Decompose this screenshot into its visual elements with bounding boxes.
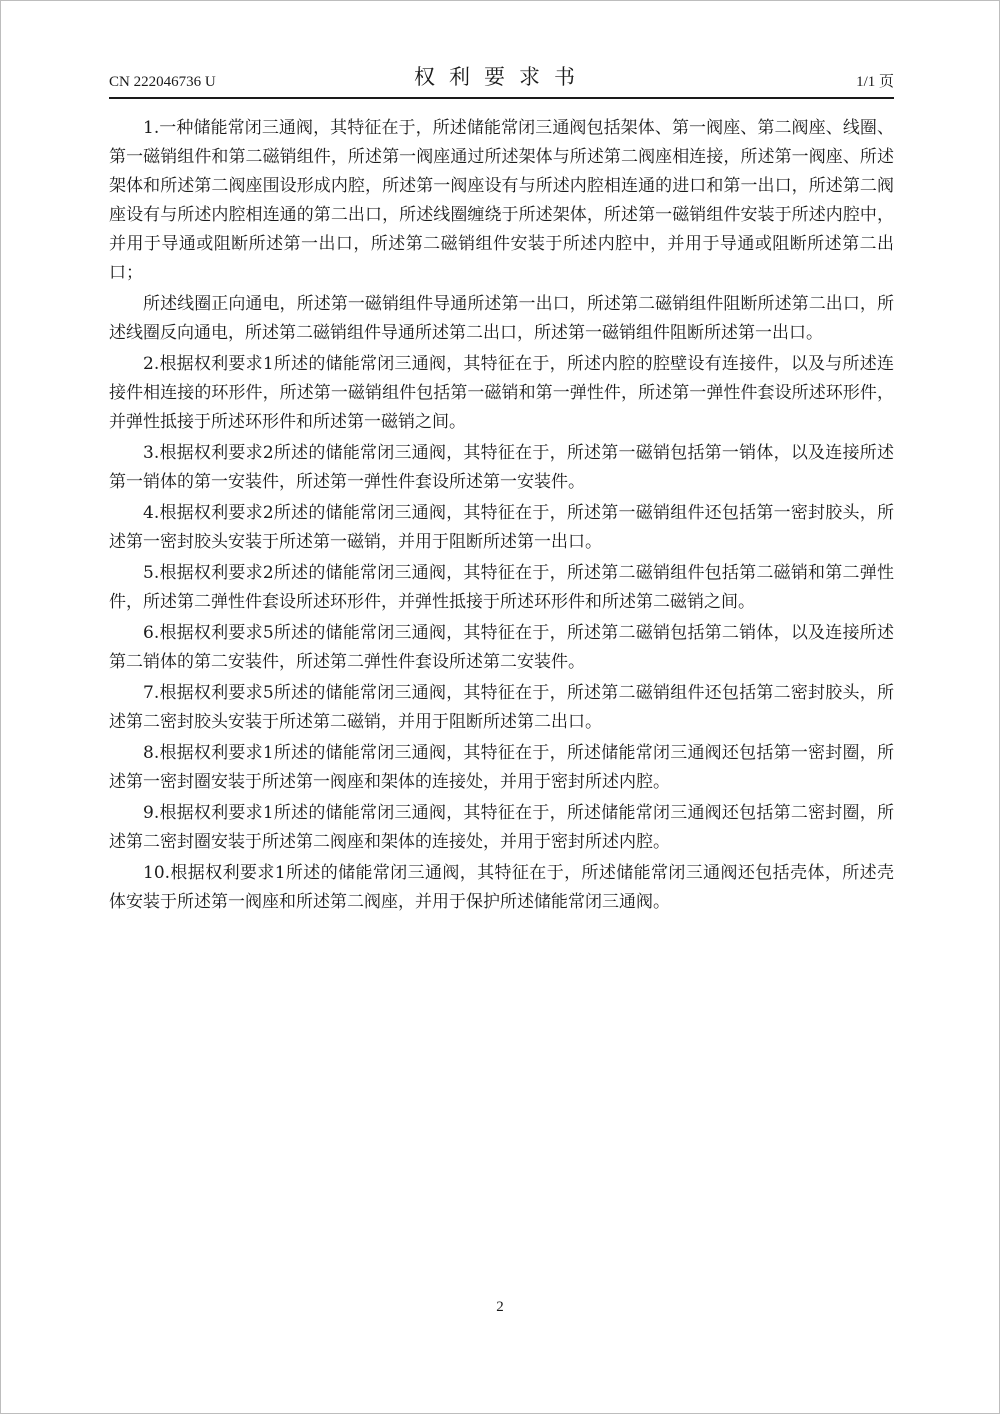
- claim-paragraph: 3.根据权利要求2所述的储能常闭三通阀，其特征在于，所述第一磁销包括第一销体，以及连接所述第一销体的第一安装件，所述第一弹性件套设所述第一安装件。: [109, 443, 894, 492]
- claim-paragraph: 4.根据权利要求2所述的储能常闭三通阀，其特征在于，所述第一磁销组件还包括第一密封胶头，所述第一密封胶头安装于所述第一磁销，并用于阻断所述第一出口。: [109, 503, 894, 552]
- claim-paragraph: 所述线圈正向通电，所述第一磁销组件导通所述第一出口，所述第二磁销组件阻断所述第二出口，所述线圈反向通电，所述第二磁销组件导通所述第二出口，所述第一磁销组件阻断所述第一出口。: [109, 294, 894, 343]
- claim-paragraph: 5.根据权利要求2所述的储能常闭三通阀，其特征在于，所述第二磁销组件包括第二磁销和第二弹性件，所述第二弹性件套设所述环形件，并弹性抵接于所述环形件和所述第二磁销之间。: [109, 563, 894, 612]
- page-header: [109, 57, 894, 99]
- claims-body: [109, 114, 894, 919]
- claim-paragraph: 9.根据权利要求1所述的储能常闭三通阀，其特征在于，所述储能常闭三通阀还包括第二密封圈，所述第二密封圈安装于所述第二阀座和架体的连接处，并用于密封所述内腔。: [109, 803, 894, 852]
- claim-paragraph: 8.根据权利要求1所述的储能常闭三通阀，其特征在于，所述储能常闭三通阀还包括第一密封圈，所述第一密封圈安装于所述第一阀座和架体的连接处，并用于密封所述内腔。: [109, 743, 894, 792]
- claim-paragraph: 7.根据权利要求5所述的储能常闭三通阀，其特征在于，所述第二磁销组件还包括第二密封胶头，所述第二密封胶头安装于所述第二磁销，并用于阻断所述第二出口。: [109, 683, 894, 732]
- claim-paragraph: 1.一种储能常闭三通阀，其特征在于，所述储能常闭三通阀包括架体、第一阀座、第二阀座、线圈、第一磁销组件和第二磁销组件，所述第一阀座通过所述架体与所述第二阀座相连接，所述第一阀座、所述架体和所述第二阀座围设形成内腔，所述第一阀座设有与所述内腔相连通的进口和第一出口，所述第二阀座设有与所述内腔相连通的第二出口，所述线圈缠绕于所述架体，所述第一磁销组件安装于所述内腔中，并用于导通或阻断所述第一出口，所述第二磁销组件安装于所述内腔中，并用于导通或阻断所述第二出口；: [109, 118, 894, 283]
- document-title: 权利要求书: [414, 65, 589, 89]
- claim-paragraph: 2.根据权利要求1所述的储能常闭三通阀，其特征在于，所述内腔的腔壁设有连接件，以及与所述连接件相连接的环形件，所述第一磁销组件包括第一磁销和第一弹性件，所述第一弹性件套设所述环形件，并弹性抵接于所述环形件和所述第一磁销之间。: [109, 354, 894, 432]
- page-number: 2: [496, 1299, 504, 1315]
- claim-paragraph: 10.根据权利要求1所述的储能常闭三通阀，其特征在于，所述储能常闭三通阀还包括壳体，所述壳体安装于所述第一阀座和所述第二阀座，并用于保护所述储能常闭三通阀。: [109, 863, 894, 912]
- page-count: 1/1 页: [856, 74, 894, 90]
- document-number: CN 222046736 U: [109, 74, 216, 90]
- claim-paragraph: 6.根据权利要求5所述的储能常闭三通阀，其特征在于，所述第二磁销包括第二销体，以及连接所述第二销体的第二安装件，所述第二弹性件套设所述第二安装件。: [109, 623, 894, 672]
